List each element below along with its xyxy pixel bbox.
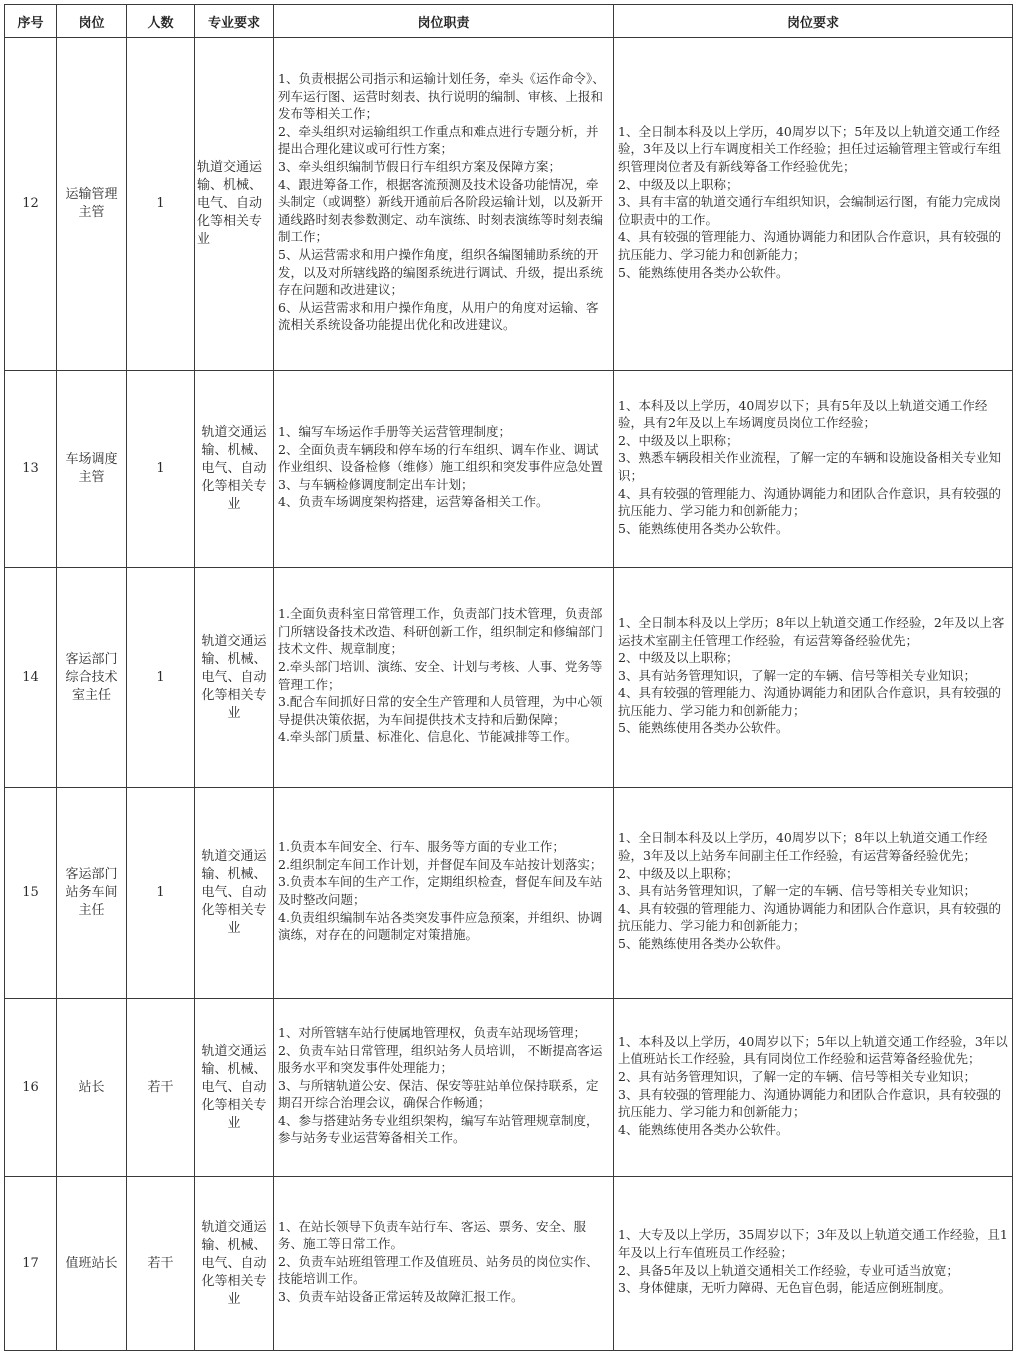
req-item: 1、本科及以上学历，40周岁以下；5年以上轨道交通工作经验，3年以上值班站长工作经验，具有同岗位工作经验和运营筹备经验优先； [618,1033,1008,1067]
duty-item: 2、负责车站班组管理工作及值班员、站务员的岗位实作、技能培训工作。 [278,1253,599,1287]
duty-item: 3.负责本车间的生产工作，定期组织检查，督促车间及车站及时整改问题； [278,874,603,907]
header-duty: 岗位职责 [274,5,614,38]
duty-item: 3、与车辆检修调度制定出车计划； [278,476,474,492]
duty-item: 3.配合车间抓好日常的安全生产管理和人员管理，为中心领导提供决策依据，为车间提供技术支持和后勤保障； [278,694,603,727]
major-text: 轨道交通运输、机械、电气、自动化等相关专业 [201,425,267,512]
cell-title [57,999,127,1177]
req-item: 3、熟悉车辆段相关作业流程，了解一定的车辆和设施设备相关专业知识； [618,450,1001,483]
req-item: 5、能熟练使用各类办公软件。 [618,264,789,280]
duty-item: 4、负责车场调度架构搭建，运营筹备相关工作。 [278,494,549,510]
cell-count: 1 [127,568,195,788]
cell-title [57,788,127,999]
cell-no: 14 [5,568,57,788]
job-title: 客运部门站务车间主任 [65,867,118,918]
duty-item: 1.全面负责科室日常管理工作，负责部门技术管理，负责部门所辖设备技术改造、科研创新工作，组织制定和修编部门技术文件、规章制度； [278,606,604,657]
req-item: 1、全日制本科及以上学历，40周岁以下；8年以上轨道交通工作经验，3年及以上站务车间副主任工作经验，有运营筹备经验优先； [618,830,988,864]
major-text: 轨道交通运输、机械、电气、自动化等相关专业 [201,849,267,936]
cell-major [195,788,274,999]
req-item: 2、具有站务管理知识，了解一定的车辆、信号等相关专业知识； [618,1068,976,1084]
cell-no: 12 [5,38,57,371]
req-item: 3、身体健康，无听力障碍、无色盲色弱，能适应倒班制度。 [618,1280,951,1296]
major-text: 轨道交通运输、机械、电气、自动化等相关专业 [197,160,263,247]
cell-no: 13 [5,371,57,568]
req-item: 1、大专及以上学历，35周岁以下；3年及以上轨道交通工作经验，且1年及以上行车值班员工作经验； [618,1227,1008,1260]
duty-item: 3、负责车站设备正常运转及故障汇报工作。 [278,1288,524,1304]
req-item: 4、具有较强的管理能力、沟通协调能力和团队合作意识，具有较强的抗压能力、学习能力和创新能力； [618,229,1001,262]
duty-item: 2.牵头部门培训、演练、安全、计划与考核、人事、党务等管理工作； [278,658,603,692]
cell-no: 17 [5,1177,57,1351]
duty-item: 6、从运营需求和用户操作角度，从用户的角度对运输、客流相关系统设备功能提出优化和改进建议。 [278,299,599,333]
table-row [5,999,1013,1177]
req-item: 1、全日制本科及以上学历，40周岁以下；5年及以上轨道交通工作经验，3年及以上行车调度相关工作经验；担任过运输管理主管或行车组织管理岗位者及有新线筹备工作经验优先； [618,123,1001,175]
table-row [5,788,1013,999]
req-item: 4、能熟练使用各类办公软件。 [618,1121,789,1137]
cell-duty [274,38,614,371]
duty-item: 2、牵头组织对运输组织工作重点和难点进行专题分析，并提出合理化建议或可行性方案； [278,123,599,157]
req-item: 2、中级及以上职称； [618,650,739,666]
cell-req [614,1177,1013,1351]
cell-major [195,999,274,1177]
req-item: 2、中级及以上职称； [618,176,739,192]
duty-item: 2.组织制定车间工作计划，并督促车间及车站按计划落实； [278,856,603,872]
cell-req [614,38,1013,371]
job-title: 站长 [78,1079,105,1095]
cell-req [614,371,1013,568]
cell-title [57,38,127,371]
table-row [5,568,1013,788]
req-item: 2、中级及以上职称； [618,865,739,881]
duty-item: 4、参与搭建站务专业组织架构，编写车站管理规章制度，参与站务专业运营筹备相关工作。 [278,1112,599,1146]
req-item: 3、具有站务管理知识，了解一定的车辆、信号等相关专业知识； [618,883,976,899]
cell-title [57,1177,127,1351]
req-item: 4、具有较强的管理能力、沟通协调能力和团队合作意识，具有较强的抗压能力、学习能力和创新能力； [618,900,1001,934]
req-item: 3、具有站务管理知识，了解一定的车辆、信号等相关专业知识； [618,667,976,683]
duty-item: 1、对所管辖车站行使属地管理权，负责车站现场管理； [278,1024,586,1040]
cell-count: 1 [127,788,195,999]
cell-count: 若干 [127,1177,195,1351]
duty-item: 2、全面负责车辆段和停车场的行车组织、调车作业、调试作业组织、设备检修（维修）施工组织和突发事件应急处置 [278,441,604,475]
major-text: 轨道交通运输、机械、电气、自动化等相关专业 [201,633,267,721]
duty-item: 5、从运营需求和用户操作角度，组织各编图辅助系统的开发，以及对所辖线路的编图系统进行调试、升级，提出系统存在问题和改进建议； [278,246,604,298]
duty-item: 3、牵头组织编制节假日行车组织方案及保障方案； [278,159,561,175]
cell-no: 16 [5,999,57,1177]
cell-count: 1 [127,38,195,371]
req-item: 1、本科及以上学历，40周岁以下；具有5年及以上轨道交通工作经验，具有2年及以上车场调度员岗位工作经验； [618,397,988,431]
job-title: 车场调度主管 [65,452,118,485]
cell-count: 若干 [127,999,195,1177]
header-no: 序号 [5,5,57,38]
cell-duty [274,1177,614,1351]
table-row [5,38,1013,371]
duty-item: 1、编写车场运作手册等关运营管理制度； [278,424,511,440]
header-title: 岗位 [57,5,127,38]
cell-duty [274,999,614,1177]
cell-req [614,568,1013,788]
req-item: 3、具有丰富的轨道交通行车组织知识，会编制运行图，有能力完成岗位职责中的工作。 [618,194,1001,227]
header-count: 人数 [127,5,195,38]
req-item: 3、具有较强的管理能力、沟通协调能力和团队合作意识，具有较强的抗压能力、学习能力和创新能力； [618,1086,1001,1120]
table-row [5,371,1013,568]
duty-item: 3、与所辖轨道公安、保洁、保安等驻站单位保持联系，定期召开综合治理会议，确保合作畅通； [278,1077,599,1111]
cell-req [614,788,1013,999]
duty-item: 4.牵头部门质量、标准化、信息化、节能减排等工作。 [278,729,578,745]
cell-title [57,568,127,788]
req-item: 4、具有较强的管理能力、沟通协调能力和团队合作意识，具有较强的抗压能力、学习能力和创新能力； [618,685,1001,718]
job-title: 运输管理主管 [65,187,118,220]
cell-duty [274,371,614,568]
header-req: 岗位要求 [614,5,1013,38]
cell-major [195,38,274,371]
table-row [5,1177,1013,1351]
req-item: 2、具备5年及以上轨道交通相关工作经验，专业可适当放宽； [618,1262,959,1278]
duty-item: 4、跟进筹备工作，根据客流预测及技术设备功能情况，牵头制定（或调整）新线开通前后各阶段运输计划，以及新开通线路时刻表参数测定、动车演练、时刻表演练等时刻表编制工作； [278,176,604,245]
cell-major [195,371,274,568]
duty-item: 2、负责车站日常管理，组织站务人员培训， 不断提高客运服务水平和突发事件处理能力； [278,1042,603,1076]
table-header-row [5,5,1013,38]
header-major: 专业要求 [195,5,274,38]
cell-major [195,568,274,788]
cell-title [57,371,127,568]
duty-item: 4.负责组织编制车站各类突发事件应急预案，并组织、协调演练，对存在的问题制定对策措施。 [278,909,603,943]
major-text: 轨道交通运输、机械、电气、自动化等相关专业 [201,1219,267,1307]
duty-item: 1、负责根据公司指示和运输计划任务，牵头《运作命令》、列车运行图、运营时刻表、执行说明的编制、审核、上报和发布等相关工作； [278,71,605,122]
cell-req [614,999,1013,1177]
cell-no: 15 [5,788,57,999]
job-requirements-table [4,4,1013,1351]
req-item: 5、能熟练使用各类办公软件。 [618,935,789,951]
duty-item: 1、在站长领导下负责车站行车、客运、票务、安全、服务、施工等日常工作。 [278,1218,586,1252]
req-item: 1、全日制本科及以上学历；8年以上轨道交通工作经验，2年及以上客运技术室副主任管理工作经验，有运营筹备经验优先； [618,614,1005,648]
job-title: 客运部门综合技术室主任 [65,651,118,703]
job-title: 值班站长 [65,1255,118,1271]
cell-duty [274,788,614,999]
req-item: 4、具有较强的管理能力、沟通协调能力和团队合作意识，具有较强的抗压能力、学习能力和创新能力； [618,485,1001,519]
cell-major [195,1177,274,1351]
cell-duty [274,568,614,788]
major-text: 轨道交通运输、机械、电气、自动化等相关专业 [201,1043,267,1131]
req-item: 5、能熟练使用各类办公软件。 [618,520,789,536]
cell-count: 1 [127,371,195,568]
duty-item: 1.负责本车间安全、行车、服务等方面的专业工作； [278,839,565,855]
req-item: 5、能熟练使用各类办公软件。 [618,720,789,736]
req-item: 2、中级及以上职称； [618,432,739,448]
